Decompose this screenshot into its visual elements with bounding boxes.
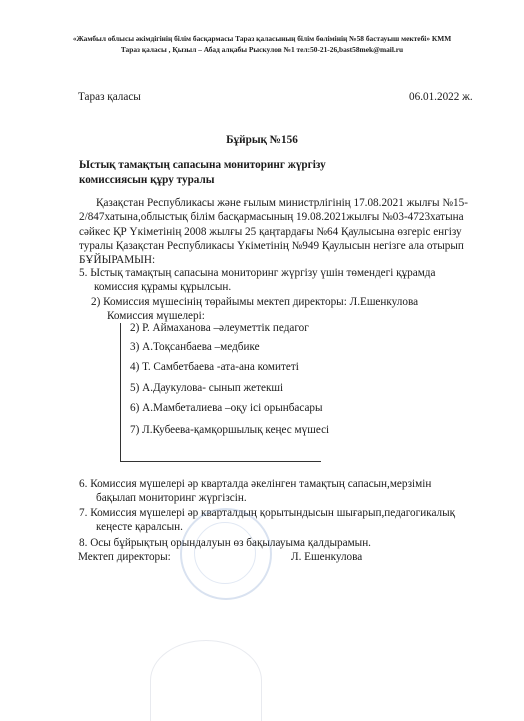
signature-name: Л. Ешенкулова bbox=[291, 551, 363, 563]
member-2: 3) А.Тоқсанбаева –медбике bbox=[130, 341, 260, 353]
item-7-line-1: 7. Комиссия мүшелері әр кварталдың қорытындысын шығарып,педагогикалық bbox=[79, 507, 456, 519]
preamble-directive: БҰЙЫРАМЫН: bbox=[79, 254, 156, 266]
chairperson-line: 2) Комиссия мүшесінің төрайымы мектеп директоры: Л.Ешенкулова bbox=[91, 296, 419, 308]
item-6-line-2: бақылап мониторинг жүргізсін. bbox=[96, 492, 247, 504]
member-6: 7) Л.Кубеева-қамқоршылық кеңес мүшесі bbox=[130, 424, 330, 436]
item-7-line-2: кеңесте қаралсын. bbox=[96, 521, 183, 533]
item-8: 8. Осы бұйрықтың орындалуын өз бақылауыма қалдырамын. bbox=[79, 537, 371, 549]
official-stamp bbox=[180, 508, 272, 600]
institution-header: «Жамбыл облысы әкімдігінің білім басқармасы Тараз қаласының білім бөлімінің №58 бастауыш мектебі» КММ bbox=[72, 34, 452, 43]
document-date: 06.01.2022 ж. bbox=[409, 91, 473, 103]
members-label: Комиссия мүшелері: bbox=[107, 310, 205, 322]
preamble-line-3: сәйкес ҚР Үкіметінің 2008 жылғы 25 қаңтардағы №64 Қаулысына өзгеріс енгізу bbox=[79, 226, 462, 238]
subject-line-2: комиссиясын құру туралы bbox=[79, 174, 215, 186]
preamble-line-4: туралы Қазақстан Республикасы Үкіметінің №949 Қаулысын негізге ала отырып bbox=[79, 240, 464, 252]
preamble-line-1: Қазақстан Республикасы және ғылым министрлігінің 17.08.2021 жылғы №15- bbox=[96, 197, 468, 209]
item-5-line-1: 5. Ыстық тамақтың сапасына мониторинг жүргізу үшін төмендегі құрамда bbox=[79, 267, 436, 279]
member-3: 4) Т. Самбетбаева -ата-ана комитеті bbox=[130, 361, 299, 373]
item-5-line-2: комиссия құрамы құрылсын. bbox=[94, 281, 232, 293]
item-6-line-1: 6. Комиссия мүшелері әр кварталда әкелінген тамақтың сапасын,мерзімін bbox=[79, 478, 432, 490]
signature-role: Мектеп директоры: bbox=[78, 551, 171, 563]
subject-line-1: Ыстық тамақтың сапасына мониторинг жүргізу bbox=[79, 159, 326, 171]
place-label: Тараз қаласы bbox=[78, 91, 141, 103]
order-title: Бұйрық №156 bbox=[226, 134, 298, 146]
member-5: 6) А.Мамбеталиева –оқу ісі орынбасары bbox=[130, 402, 323, 414]
member-4: 5) А.Даукулова- сынып жетекші bbox=[130, 382, 284, 394]
preamble-line-2: 2/847хатына,облыстық білім басқармасының 19.08.2021жылғы №03-4723хатына bbox=[79, 211, 464, 223]
faint-seal bbox=[150, 640, 262, 721]
member-1: 2) Р. Аймаханова –әлеуметтік педагог bbox=[130, 322, 309, 334]
institution-address: Тараз қаласы , Қызыл – Абад алқабы Рыскулов №1 тел:50-21-26,bast58mek@mail.ru bbox=[120, 45, 404, 54]
